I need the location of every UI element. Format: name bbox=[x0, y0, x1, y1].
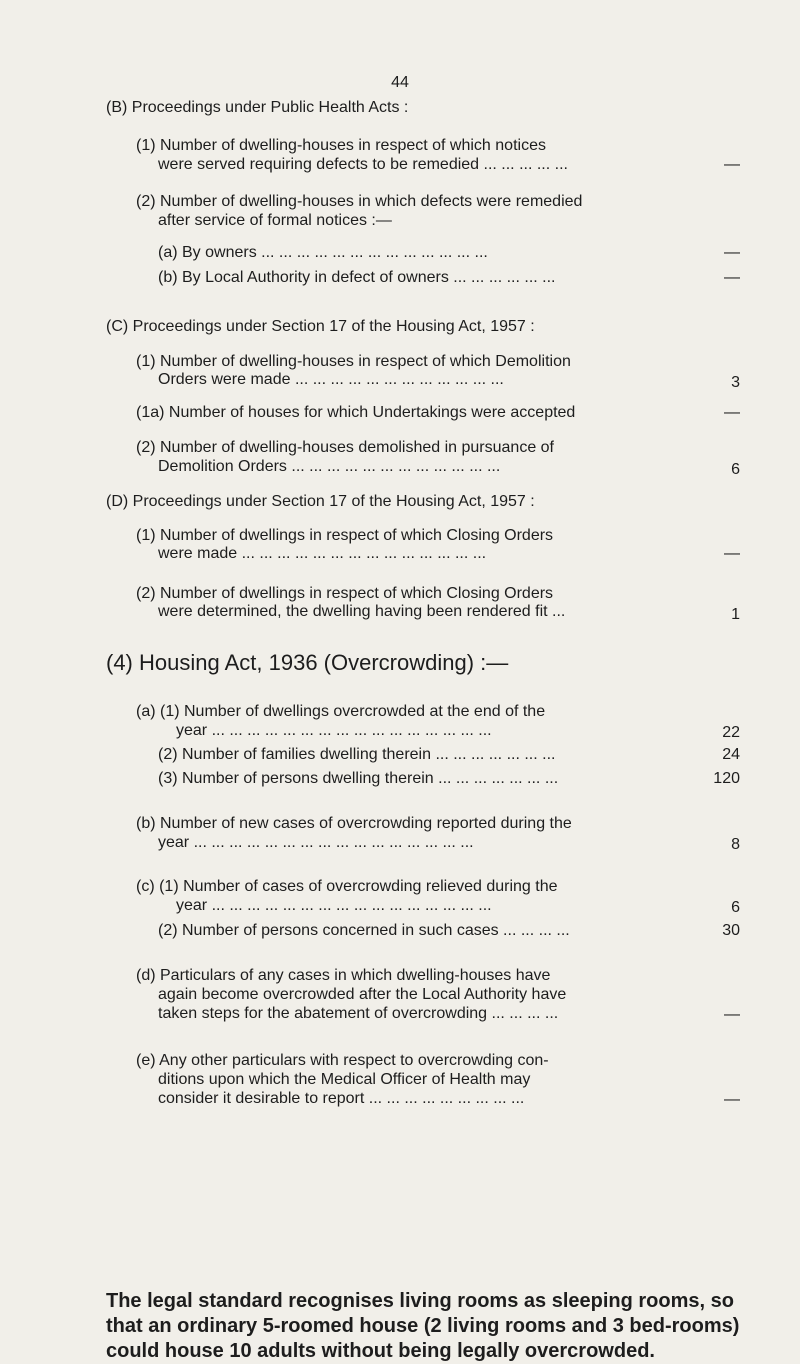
section-4-a3-value: 120 bbox=[713, 770, 740, 787]
section-4-e-line2: ditions upon which the Medical Officer of Health may bbox=[158, 1071, 531, 1088]
section-b-item2a: (a) By owners ... ... ... ... ... ... ... ... ... ... ... ... ... bbox=[158, 244, 488, 261]
section-b-item2-line2: after service of formal notices :— bbox=[158, 212, 392, 229]
section-4-c1-line1: (c) (1) Number of cases of overcrowding relieved during the bbox=[136, 878, 558, 895]
section-4-a2: (2) Number of families dwelling therein ... ... ... ... ... ... ... bbox=[158, 746, 556, 763]
section-d-item1-value: — bbox=[724, 545, 740, 562]
section-4-c2: (2) Number of persons concerned in such cases ... ... ... ... bbox=[158, 922, 570, 939]
section-d-item2-line2: were determined, the dwelling having been rendered fit ... bbox=[158, 603, 566, 620]
section-b-item2-line1: (2) Number of dwelling-houses in which defects were remedied bbox=[136, 193, 583, 210]
section-c-item2-line2: Demolition Orders ... ... ... ... ... ... ... ... ... ... ... ... bbox=[158, 458, 501, 475]
closing-paragraph: The legal standard recognises living rooms as sleeping rooms, so that an ordinary 5-roomed house (2 living rooms and 3 bed-rooms) could house 10 adults without being legally overcrowded. bbox=[106, 1290, 740, 1362]
section-4-a2-value: 24 bbox=[722, 746, 740, 763]
section-4-a1-line1: (a) (1) Number of dwellings overcrowded at the end of the bbox=[136, 703, 546, 720]
section-4-heading: (4) Housing Act, 1936 (Overcrowding) :— bbox=[106, 650, 509, 675]
section-b-item2b-value: — bbox=[724, 269, 740, 286]
section-c-heading: (C) Proceedings under Section 17 of the Housing Act, 1957 : bbox=[106, 318, 535, 335]
section-4-d-value: — bbox=[724, 1006, 740, 1023]
section-c-item2-value: 6 bbox=[731, 461, 740, 478]
section-4-e-line3: consider it desirable to report ... ... ... ... ... ... ... ... ... bbox=[158, 1090, 525, 1107]
section-d-item2-value: 1 bbox=[731, 606, 740, 623]
section-4-b-line1: (b) Number of new cases of overcrowding reported during the bbox=[136, 815, 572, 832]
section-c-item1a-value: — bbox=[724, 404, 740, 421]
section-4-d-line3: taken steps for the abatement of overcrowding ... ... ... ... bbox=[158, 1005, 559, 1022]
section-c-item2-line1: (2) Number of dwelling-houses demolished in pursuance of bbox=[136, 439, 554, 456]
section-4-d-line2: again become overcrowded after the Local Authority have bbox=[158, 986, 567, 1003]
section-b-item1-line1: (1) Number of dwelling-houses in respect of which notices bbox=[136, 137, 546, 154]
section-c-item1-value: 3 bbox=[731, 374, 740, 391]
section-b-item2b: (b) By Local Authority in defect of owners ... ... ... ... ... ... bbox=[158, 269, 556, 286]
section-d-item1-line1: (1) Number of dwellings in respect of which Closing Orders bbox=[136, 527, 554, 544]
section-4-a1-value: 22 bbox=[722, 724, 740, 741]
section-b-item2a-value: — bbox=[724, 244, 740, 261]
section-b-heading: (B) Proceedings under Public Health Acts : bbox=[106, 99, 409, 116]
section-4-b-value: 8 bbox=[731, 836, 740, 853]
section-b-item1-line2: were served requiring defects to be remedied ... ... ... ... ... bbox=[158, 156, 568, 173]
section-4-a1-line2: year ... ... ... ... ... ... ... ... ... ... ... ... ... ... ... ... bbox=[176, 722, 492, 739]
section-b-item1-value: — bbox=[724, 156, 740, 173]
section-4-e-line1: (e) Any other particulars with respect to overcrowding con- bbox=[136, 1052, 549, 1069]
section-4-c2-value: 30 bbox=[722, 922, 740, 939]
section-c-item1-line1: (1) Number of dwelling-houses in respect of which Demolition bbox=[136, 353, 571, 370]
page-number: 44 bbox=[391, 74, 409, 91]
section-4-c1-line2: year ... ... ... ... ... ... ... ... ... ... ... ... ... ... ... ... bbox=[176, 897, 492, 914]
section-4-a3: (3) Number of persons dwelling therein ... ... ... ... ... ... ... bbox=[158, 770, 559, 787]
section-d-heading: (D) Proceedings under Section 17 of the Housing Act, 1957 : bbox=[106, 493, 535, 510]
section-4-c1-value: 6 bbox=[731, 899, 740, 916]
section-d-item1-line2: were made ... ... ... ... ... ... ... ... ... ... ... ... ... ... bbox=[158, 545, 487, 562]
section-c-item1a: (1a) Number of houses for which Undertakings were accepted bbox=[136, 404, 576, 421]
section-d-item2-line1: (2) Number of dwellings in respect of which Closing Orders bbox=[136, 585, 554, 602]
section-4-b-line2: year ... ... ... ... ... ... ... ... ... ... ... ... ... ... ... ... bbox=[158, 834, 474, 851]
section-4-d-line1: (d) Particulars of any cases in which dwelling-houses have bbox=[136, 967, 551, 984]
section-c-item1-line2: Orders were made ... ... ... ... ... ... ... ... ... ... ... ... bbox=[158, 371, 504, 388]
section-4-e-value: — bbox=[724, 1091, 740, 1108]
